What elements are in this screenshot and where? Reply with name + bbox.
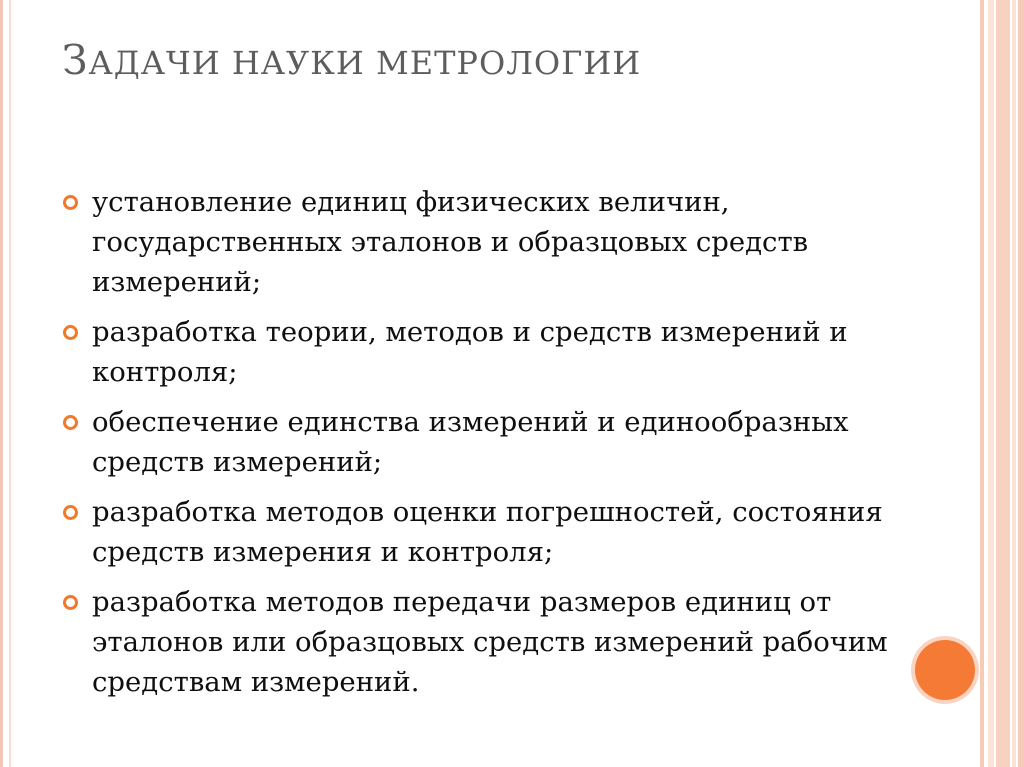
bullet-text: разработка методов оценки погрешностей, состояния средств измерения и контроля;: [92, 496, 883, 568]
bullet-item: [62, 312, 892, 392]
stripe: [1018, 0, 1024, 767]
left-border-line: [0, 0, 3, 767]
slide-title: [62, 36, 641, 84]
bullet-item: [62, 582, 892, 702]
bullet-text: установление единиц физических величин, государственных эталонов и образцовых средств измерений;: [92, 186, 809, 298]
bullet-list: [62, 182, 892, 712]
ring-bullet-icon: [63, 505, 78, 520]
ring-bullet-icon: [63, 325, 78, 340]
stripe: [1012, 0, 1016, 767]
bullet-text: разработка методов передачи размеров единиц от эталонов или образцовых средств измерений рабочим средствам измерений.: [92, 586, 888, 698]
slide-title-rest: АДАЧИ НАУКИ МЕТРОЛОГИИ: [88, 44, 642, 82]
left-border-line-inner: [9, 0, 11, 767]
slide-title-initial: З: [62, 36, 89, 84]
bullet-text: обеспечение единства измерений и единообразных средств измерений;: [92, 406, 849, 478]
ring-bullet-icon: [63, 595, 78, 610]
stripe: [996, 0, 1010, 767]
bullet-item: [62, 182, 892, 302]
right-decorative-stripes: [980, 0, 1024, 767]
ring-bullet-icon: [63, 415, 78, 430]
stripe: [980, 0, 984, 767]
ring-bullet-icon: [63, 195, 78, 210]
bullet-item: [62, 402, 892, 482]
bullet-item: [62, 492, 892, 572]
stripe: [988, 0, 994, 767]
orange-circle-icon: [915, 640, 975, 700]
bullet-text: разработка теории, методов и средств измерений и контроля;: [92, 316, 848, 388]
